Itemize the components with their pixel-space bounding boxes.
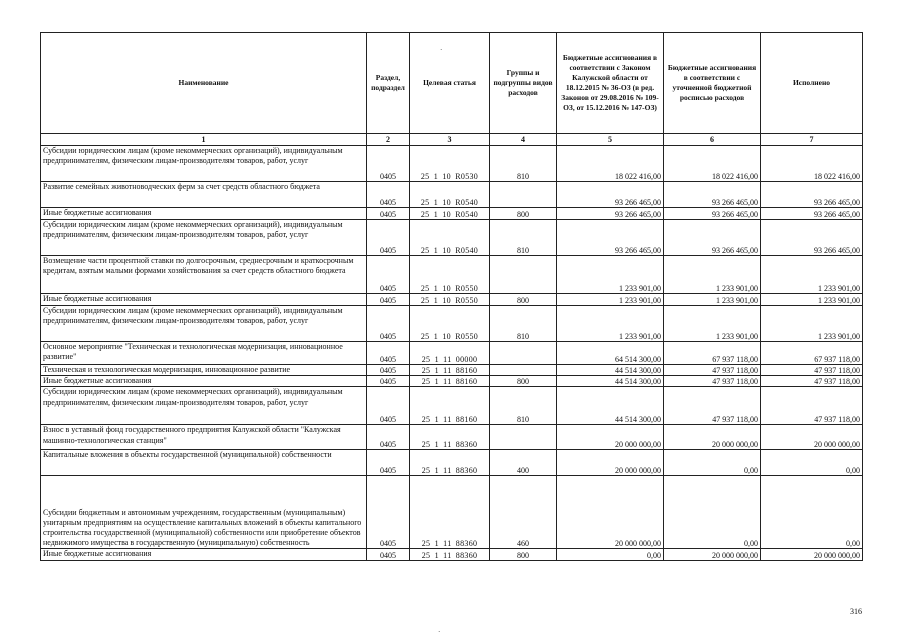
- header-executed: Исполнено: [761, 33, 863, 134]
- row-target: 25 1 11 88360: [410, 450, 490, 476]
- row-target: 25 1 10 R0550: [410, 306, 490, 342]
- row-name: Субсидии юридическим лицам (кроме некоммерческих организаций), индивидуальным предпринимателям, физическим лицам-производителям товаров, работ, услуг: [41, 306, 367, 342]
- row-name: Иные бюджетные ассигнования: [41, 549, 367, 561]
- row-executed-amount: 47 937 118,00: [761, 387, 863, 425]
- row-target: 25 1 11 88360: [410, 549, 490, 561]
- row-executed-amount: 1 233 901,00: [761, 306, 863, 342]
- table-row: [41, 549, 863, 561]
- row-executed-amount: 93 266 465,00: [761, 220, 863, 256]
- row-executed-amount: 1 233 901,00: [761, 294, 863, 306]
- row-refined-amount: 47 937 118,00: [664, 376, 761, 387]
- column-number: 1: [41, 134, 367, 146]
- row-group: [490, 342, 557, 365]
- column-number: 3: [410, 134, 490, 146]
- row-name: Основное мероприятие "Техническая и технологическая модернизация, инновационное развитие": [41, 342, 367, 365]
- row-group: 800: [490, 294, 557, 306]
- row-group: 460: [490, 476, 557, 549]
- row-law-amount: 64 514 300,00: [557, 342, 664, 365]
- row-law-amount: 20 000 000,00: [557, 476, 664, 549]
- header-budget-law: Бюджетные ассигнования в соответствии с Законом Калужской области от 18.12.2015 № 36-ОЗ (в ред. Законов от 29.08.2016 № 109-ОЗ, от 15.12.2016 № 147-ОЗ): [557, 33, 664, 134]
- row-section: 0405: [367, 365, 410, 376]
- row-law-amount: 20 000 000,00: [557, 450, 664, 476]
- row-executed-amount: 20 000 000,00: [761, 425, 863, 450]
- row-group: [490, 365, 557, 376]
- column-number: 4: [490, 134, 557, 146]
- row-target: 25 1 11 88160: [410, 376, 490, 387]
- row-law-amount: 18 022 416,00: [557, 146, 664, 182]
- row-name: Субсидии юридическим лицам (кроме некоммерческих организаций), индивидуальным предпринимателям, физическим лицам-производителям товаров, работ, услуг: [41, 220, 367, 256]
- header-section: Раздел, подраздел: [367, 33, 410, 134]
- row-target: 25 1 10 R0540: [410, 220, 490, 256]
- row-refined-amount: 93 266 465,00: [664, 220, 761, 256]
- table-row: [41, 365, 863, 376]
- row-refined-amount: 20 000 000,00: [664, 425, 761, 450]
- row-executed-amount: 93 266 465,00: [761, 208, 863, 220]
- header-budget-refined: Бюджетные ассигнования в соответствии с уточненной бюджетной росписью расходов: [664, 33, 761, 134]
- table-row: [41, 450, 863, 476]
- row-target: 25 1 10 R0550: [410, 256, 490, 294]
- row-group: 800: [490, 376, 557, 387]
- row-refined-amount: 0,00: [664, 450, 761, 476]
- row-group: [490, 182, 557, 208]
- row-target: 25 1 11 88160: [410, 387, 490, 425]
- row-law-amount: 1 233 901,00: [557, 306, 664, 342]
- row-section: 0405: [367, 208, 410, 220]
- row-refined-amount: 18 022 416,00: [664, 146, 761, 182]
- row-refined-amount: 47 937 118,00: [664, 365, 761, 376]
- row-name: Иные бюджетные ассигнования: [41, 208, 367, 220]
- budget-table: [40, 32, 863, 561]
- row-name: Субсидии бюджетным и автономным учреждениям, государственным (муниципальным) унитарным предприятиям на осуществление капитальных вложений в объекты капитального строительства государственной (муниципальной) собственности или приобретение объектов недвижимого имущества в государственную (муниципальную) собственность: [41, 476, 367, 549]
- scan-speck: ·: [438, 628, 441, 636]
- row-group: 800: [490, 208, 557, 220]
- header-groups: Группы и подгруппы видов расходов: [490, 33, 557, 134]
- row-target: 25 1 10 R0530: [410, 146, 490, 182]
- row-refined-amount: 20 000 000,00: [664, 549, 761, 561]
- header-target-article: Целевая статья: [410, 33, 490, 134]
- row-refined-amount: 67 937 118,00: [664, 342, 761, 365]
- row-law-amount: 44 514 300,00: [557, 387, 664, 425]
- row-section: 0405: [367, 306, 410, 342]
- row-section: 0405: [367, 220, 410, 256]
- row-name: Капитальные вложения в объекты государственной (муниципальной) собственности: [41, 450, 367, 476]
- scan-speck: ·: [440, 46, 443, 54]
- row-group: 800: [490, 549, 557, 561]
- row-group: 400: [490, 450, 557, 476]
- row-refined-amount: 0,00: [664, 476, 761, 549]
- row-executed-amount: 93 266 465,00: [761, 182, 863, 208]
- header-row: [41, 33, 863, 134]
- row-group: 810: [490, 306, 557, 342]
- row-refined-amount: 1 233 901,00: [664, 294, 761, 306]
- table-row: [41, 425, 863, 450]
- row-section: 0405: [367, 387, 410, 425]
- row-law-amount: 44 514 300,00: [557, 376, 664, 387]
- row-group: [490, 425, 557, 450]
- row-law-amount: 93 266 465,00: [557, 208, 664, 220]
- row-name: Развитие семейных животноводческих ферм за счет средств областного бюджета: [41, 182, 367, 208]
- table-row: [41, 387, 863, 425]
- row-name: Иные бюджетные ассигнования: [41, 376, 367, 387]
- row-executed-amount: 0,00: [761, 450, 863, 476]
- row-executed-amount: 1 233 901,00: [761, 256, 863, 294]
- row-refined-amount: 1 233 901,00: [664, 306, 761, 342]
- row-executed-amount: 0,00: [761, 476, 863, 549]
- row-section: 0405: [367, 376, 410, 387]
- table-row: [41, 342, 863, 365]
- table-row: [41, 208, 863, 220]
- table-row: [41, 476, 863, 549]
- row-name: Субсидии юридическим лицам (кроме некоммерческих организаций), индивидуальным предпринимателям, физическим лицам-производителям товаров, работ, услуг: [41, 387, 367, 425]
- row-section: 0405: [367, 549, 410, 561]
- row-refined-amount: 93 266 465,00: [664, 208, 761, 220]
- row-group: [490, 256, 557, 294]
- column-number: 6: [664, 134, 761, 146]
- row-target: 25 1 10 R0540: [410, 182, 490, 208]
- row-target: 25 1 10 R0540: [410, 208, 490, 220]
- column-number: 5: [557, 134, 664, 146]
- row-group: 810: [490, 220, 557, 256]
- row-target: 25 1 11 88160: [410, 365, 490, 376]
- row-name: Взнос в уставный фонд государственного предприятия Калужской области "Калужская машинно-технологическая станция": [41, 425, 367, 450]
- row-law-amount: 1 233 901,00: [557, 294, 664, 306]
- row-target: 25 1 10 R0550: [410, 294, 490, 306]
- row-executed-amount: 18 022 416,00: [761, 146, 863, 182]
- row-target: 25 1 11 00000: [410, 342, 490, 365]
- row-law-amount: 93 266 465,00: [557, 182, 664, 208]
- row-name: Возмещение части процентной ставки по долгосрочным, среднесрочным и краткосрочным кредитам, взятым малыми формами хозяйствования за счет средств областного бюджета: [41, 256, 367, 294]
- row-law-amount: 1 233 901,00: [557, 256, 664, 294]
- row-name: Субсидии юридическим лицам (кроме некоммерческих организаций), индивидуальным предпринимателям, физическим лицам-производителям товаров, работ, услуг: [41, 146, 367, 182]
- row-section: 0405: [367, 342, 410, 365]
- row-law-amount: 0,00: [557, 549, 664, 561]
- row-section: 0405: [367, 146, 410, 182]
- row-group: 810: [490, 146, 557, 182]
- table-row: [41, 256, 863, 294]
- row-law-amount: 93 266 465,00: [557, 220, 664, 256]
- row-section: 0405: [367, 256, 410, 294]
- column-number: 7: [761, 134, 863, 146]
- row-refined-amount: 1 233 901,00: [664, 256, 761, 294]
- table-row: [41, 294, 863, 306]
- row-law-amount: 20 000 000,00: [557, 425, 664, 450]
- header-name: Наименование: [41, 33, 367, 134]
- row-refined-amount: 93 266 465,00: [664, 182, 761, 208]
- row-executed-amount: 47 937 118,00: [761, 376, 863, 387]
- row-section: 0405: [367, 450, 410, 476]
- row-section: 0405: [367, 476, 410, 549]
- table-row: [41, 182, 863, 208]
- row-law-amount: 44 514 300,00: [557, 365, 664, 376]
- row-name: Иные бюджетные ассигнования: [41, 294, 367, 306]
- table-row: [41, 376, 863, 387]
- column-number: 2: [367, 134, 410, 146]
- row-refined-amount: 47 937 118,00: [664, 387, 761, 425]
- table-row: [41, 220, 863, 256]
- table-row: [41, 146, 863, 182]
- row-executed-amount: 20 000 000,00: [761, 549, 863, 561]
- row-name: Техническая и технологическая модернизация, инновационное развитие: [41, 365, 367, 376]
- table-row: [41, 306, 863, 342]
- row-executed-amount: 67 937 118,00: [761, 342, 863, 365]
- row-group: 810: [490, 387, 557, 425]
- row-section: 0405: [367, 182, 410, 208]
- row-section: 0405: [367, 294, 410, 306]
- page-number: 316: [850, 607, 862, 616]
- column-number-row: [41, 134, 863, 146]
- row-target: 25 1 11 88360: [410, 476, 490, 549]
- row-section: 0405: [367, 425, 410, 450]
- row-executed-amount: 47 937 118,00: [761, 365, 863, 376]
- row-target: 25 1 11 88360: [410, 425, 490, 450]
